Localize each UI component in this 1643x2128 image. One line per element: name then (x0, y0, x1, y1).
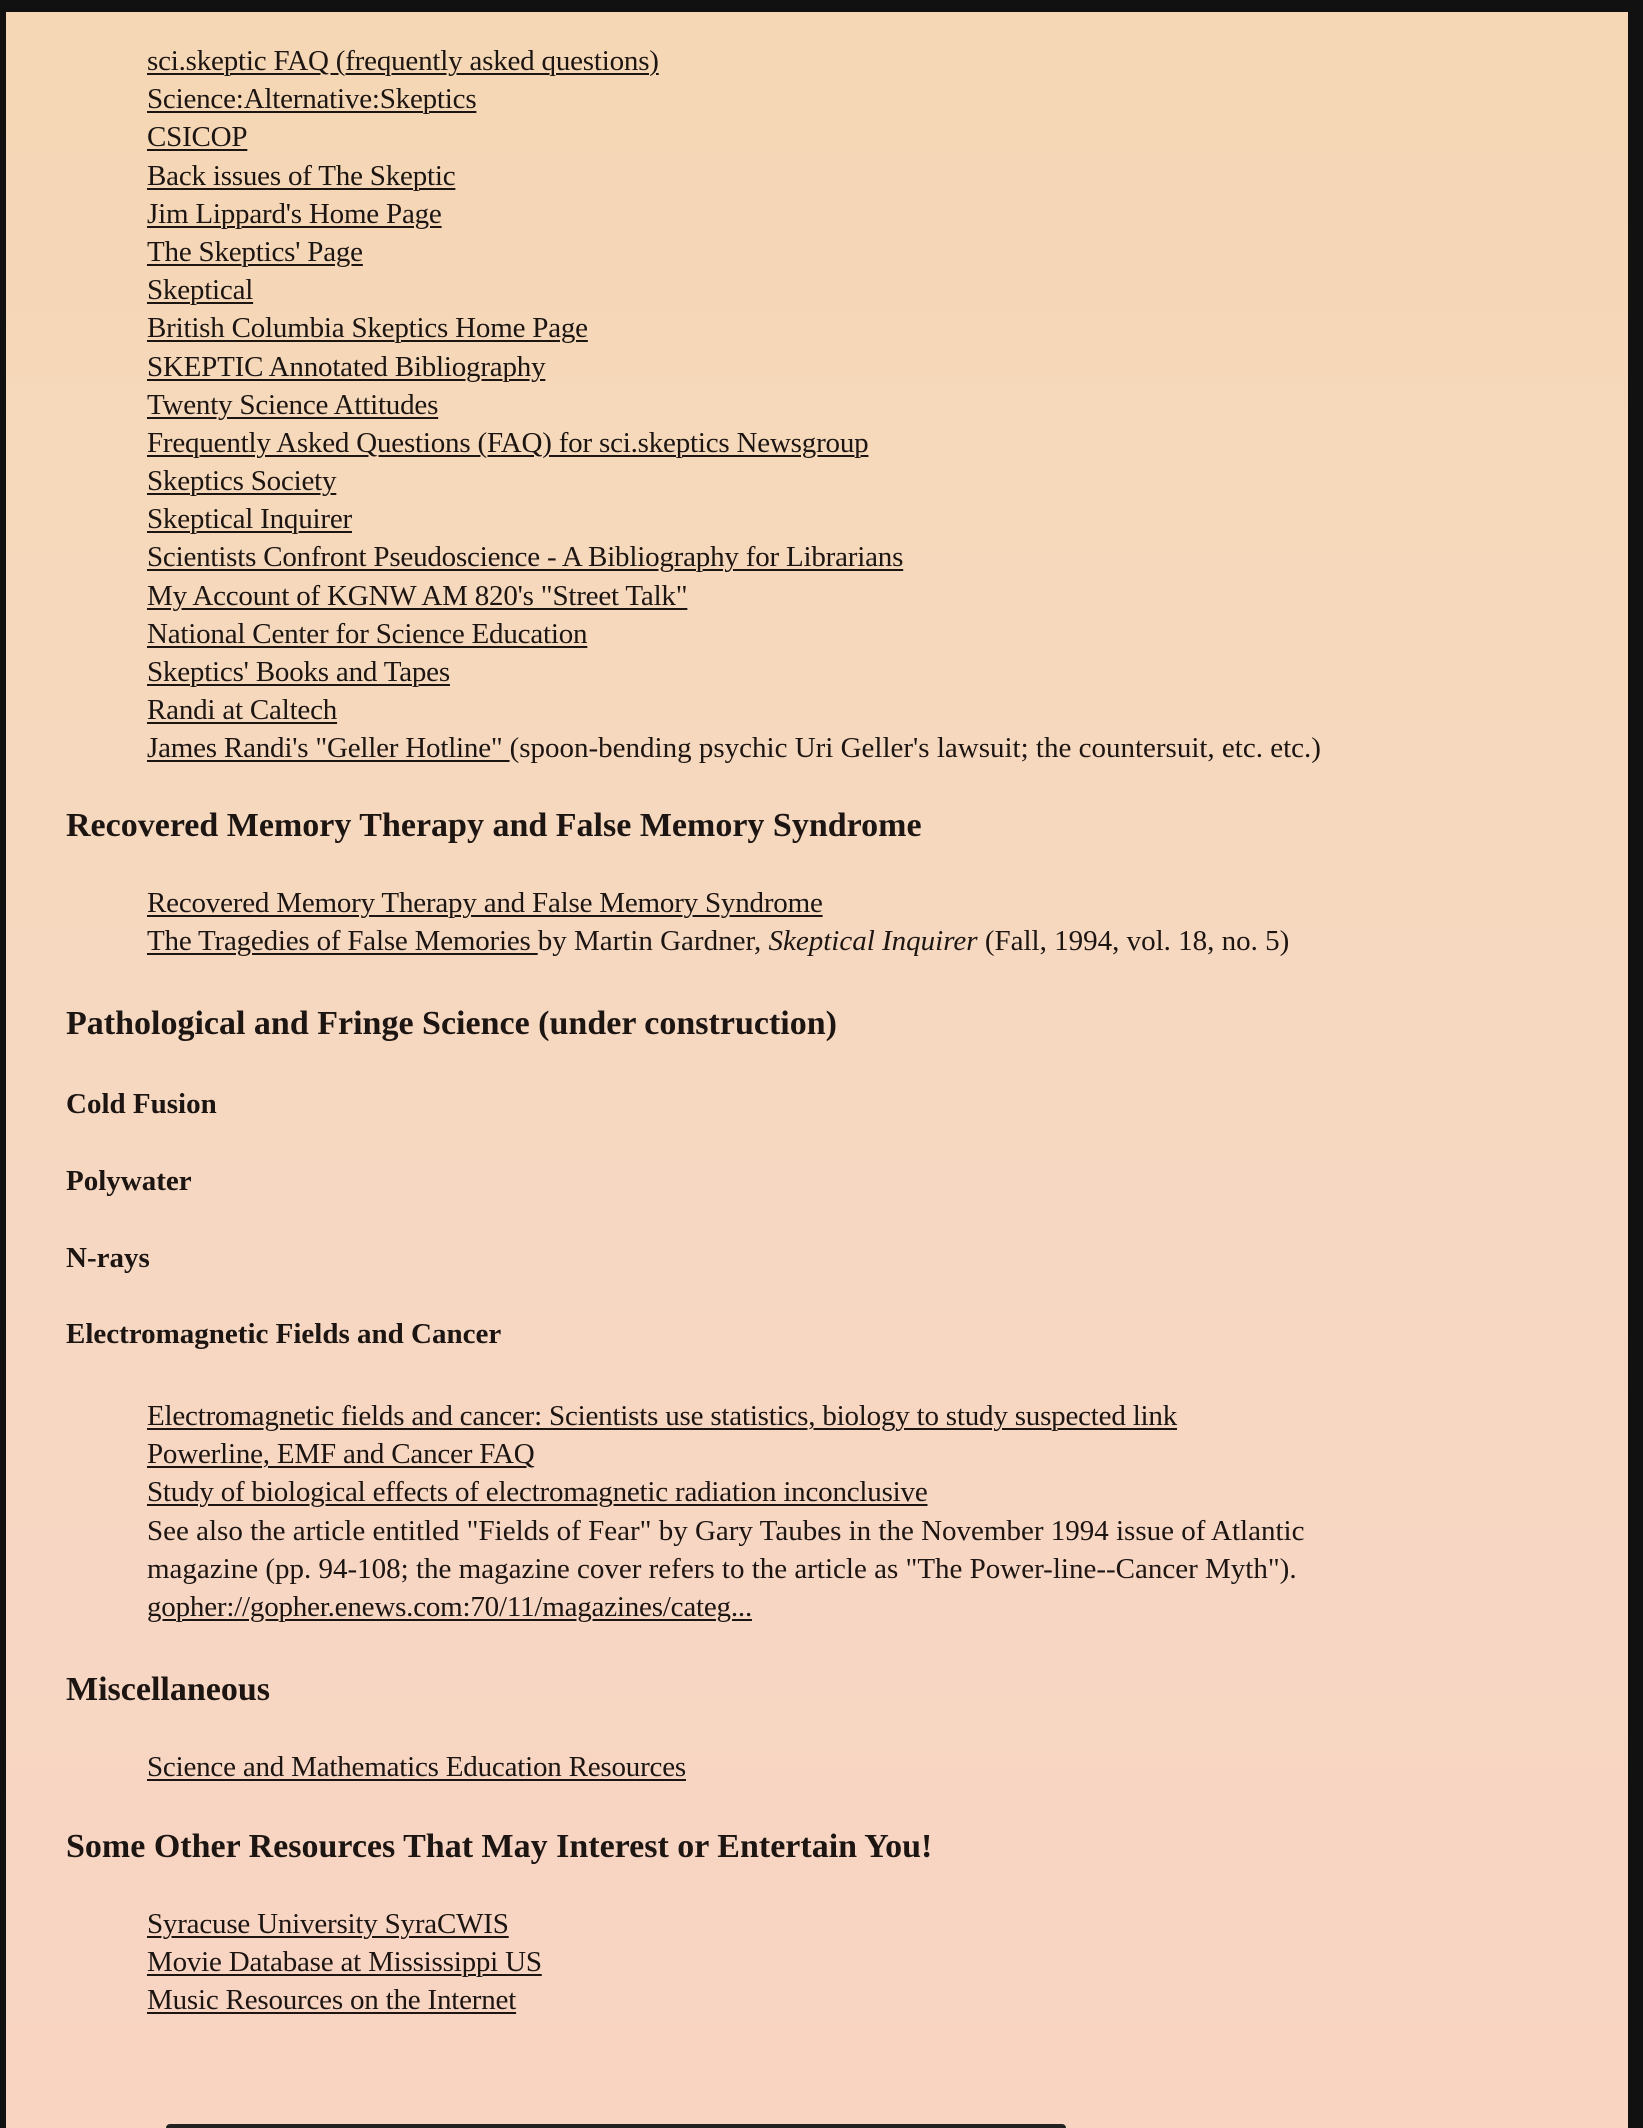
link-skeptics-books-tapes[interactable]: Skeptics' Books and Tapes (147, 656, 450, 688)
link-gopher-enews[interactable]: gopher://gopher.enews.com:70/11/magazines/categ... (147, 1590, 752, 1623)
subheading-polywater: Polywater (66, 1165, 192, 1197)
link-powerline-emf-faq[interactable]: Powerline, EMF and Cancer FAQ (147, 1438, 535, 1471)
see-also-text-line1: See also the article entitled "Fields of Fear" by Gary Taubes in the November 1994 issue of Atlantic (147, 1514, 1305, 1547)
link-biological-effects-study[interactable]: Study of biological effects of electromagnetic radiation inconclusive (147, 1476, 928, 1509)
citation-details: (Fall, 1994, vol. 18, no. 5) (977, 925, 1290, 958)
link-sci-skeptic-faq[interactable]: sci.skeptic FAQ (frequently asked questions) (147, 45, 659, 77)
link-kgnw-street-talk[interactable]: My Account of KGNW AM 820's "Street Talk" (147, 579, 688, 612)
link-ncse[interactable]: National Center for Science Education (147, 617, 588, 650)
link-randi-caltech[interactable]: Randi at Caltech (147, 694, 338, 727)
link-csicop[interactable]: CSICOP (147, 121, 248, 154)
link-movie-database[interactable]: Movie Database at Mississippi US (147, 1946, 542, 1979)
link-emf-cancer-statistics[interactable]: Electromagnetic fields and cancer: Scientists use statistics, biology to study suspected link (147, 1400, 1178, 1432)
link-skeptic-bibliography[interactable]: SKEPTIC Annotated Bibliography (147, 350, 546, 383)
link-back-issues-skeptic[interactable]: Back issues of The Skeptic (147, 159, 456, 192)
heading-miscellaneous: Miscellaneous (66, 1671, 270, 1708)
link-faq-sci-skeptics[interactable]: Frequently Asked Questions (FAQ) for sci.skeptics Newsgroup (147, 426, 869, 459)
link-music-resources[interactable]: Music Resources on the Internet (147, 1984, 517, 2017)
link-twenty-science-attitudes[interactable]: Twenty Science Attitudes (147, 388, 439, 421)
link-skeptical-inquirer[interactable]: Skeptical Inquirer (147, 503, 352, 536)
subheading-n-rays: N-rays (66, 1242, 150, 1274)
link-skeptics-page[interactable]: The Skeptics' Page (147, 235, 363, 268)
recovered-memory-links (147, 884, 1289, 960)
link-tragedies-false-memories[interactable]: The Tragedies of False Memories (147, 925, 538, 958)
link-geller-hotline[interactable]: James Randi's "Geller Hotline" (147, 732, 510, 765)
link-bc-skeptics[interactable]: British Columbia Skeptics Home Page (147, 312, 588, 345)
see-also-text-line2: magazine (pp. 94-108; the magazine cover refers to the article as "The Power-line--Cancer Myth"). (147, 1552, 1297, 1585)
link-science-alternative-skeptics[interactable]: Science:Alternative:Skeptics (147, 83, 477, 116)
misc-links (147, 1748, 686, 1786)
printed-page (6, 12, 1628, 2128)
subheading-emf-cancer: Electromagnetic Fields and Cancer (66, 1318, 502, 1350)
citation-author: by Martin Gardner, (537, 925, 769, 958)
link-science-math-education[interactable]: Science and Mathematics Education Resources (147, 1751, 686, 1783)
geller-note: (spoon-bending psychic Uri Geller's lawsuit; the countersuit, etc. etc.) (509, 732, 1321, 765)
link-syracuse-syracwis[interactable]: Syracuse University SyraCWIS (147, 1908, 509, 1940)
skeptic-links-list (147, 42, 1321, 768)
heading-other-resources: Some Other Resources That May Interest or Entertain You! (66, 1828, 933, 1865)
link-jim-lippard[interactable]: Jim Lippard's Home Page (147, 197, 442, 230)
heading-fringe-science: Pathological and Fringe Science (under construction) (66, 1005, 837, 1042)
emf-links (147, 1397, 1304, 1626)
subheading-cold-fusion: Cold Fusion (66, 1088, 217, 1120)
link-scientists-confront-pseudoscience[interactable]: Scientists Confront Pseudoscience - A Bibliography for Librarians (147, 541, 904, 574)
heading-recovered-memory: Recovered Memory Therapy and False Memory Syndrome (66, 807, 922, 844)
page-edge-shadow (166, 2124, 1066, 2128)
link-skeptical[interactable]: Skeptical (147, 274, 254, 307)
link-skeptics-society[interactable]: Skeptics Society (147, 465, 337, 498)
link-recovered-memory[interactable]: Recovered Memory Therapy and False Memory Syndrome (147, 887, 823, 919)
citation-journal: Skeptical Inquirer (768, 925, 978, 958)
other-links (147, 1905, 542, 2020)
